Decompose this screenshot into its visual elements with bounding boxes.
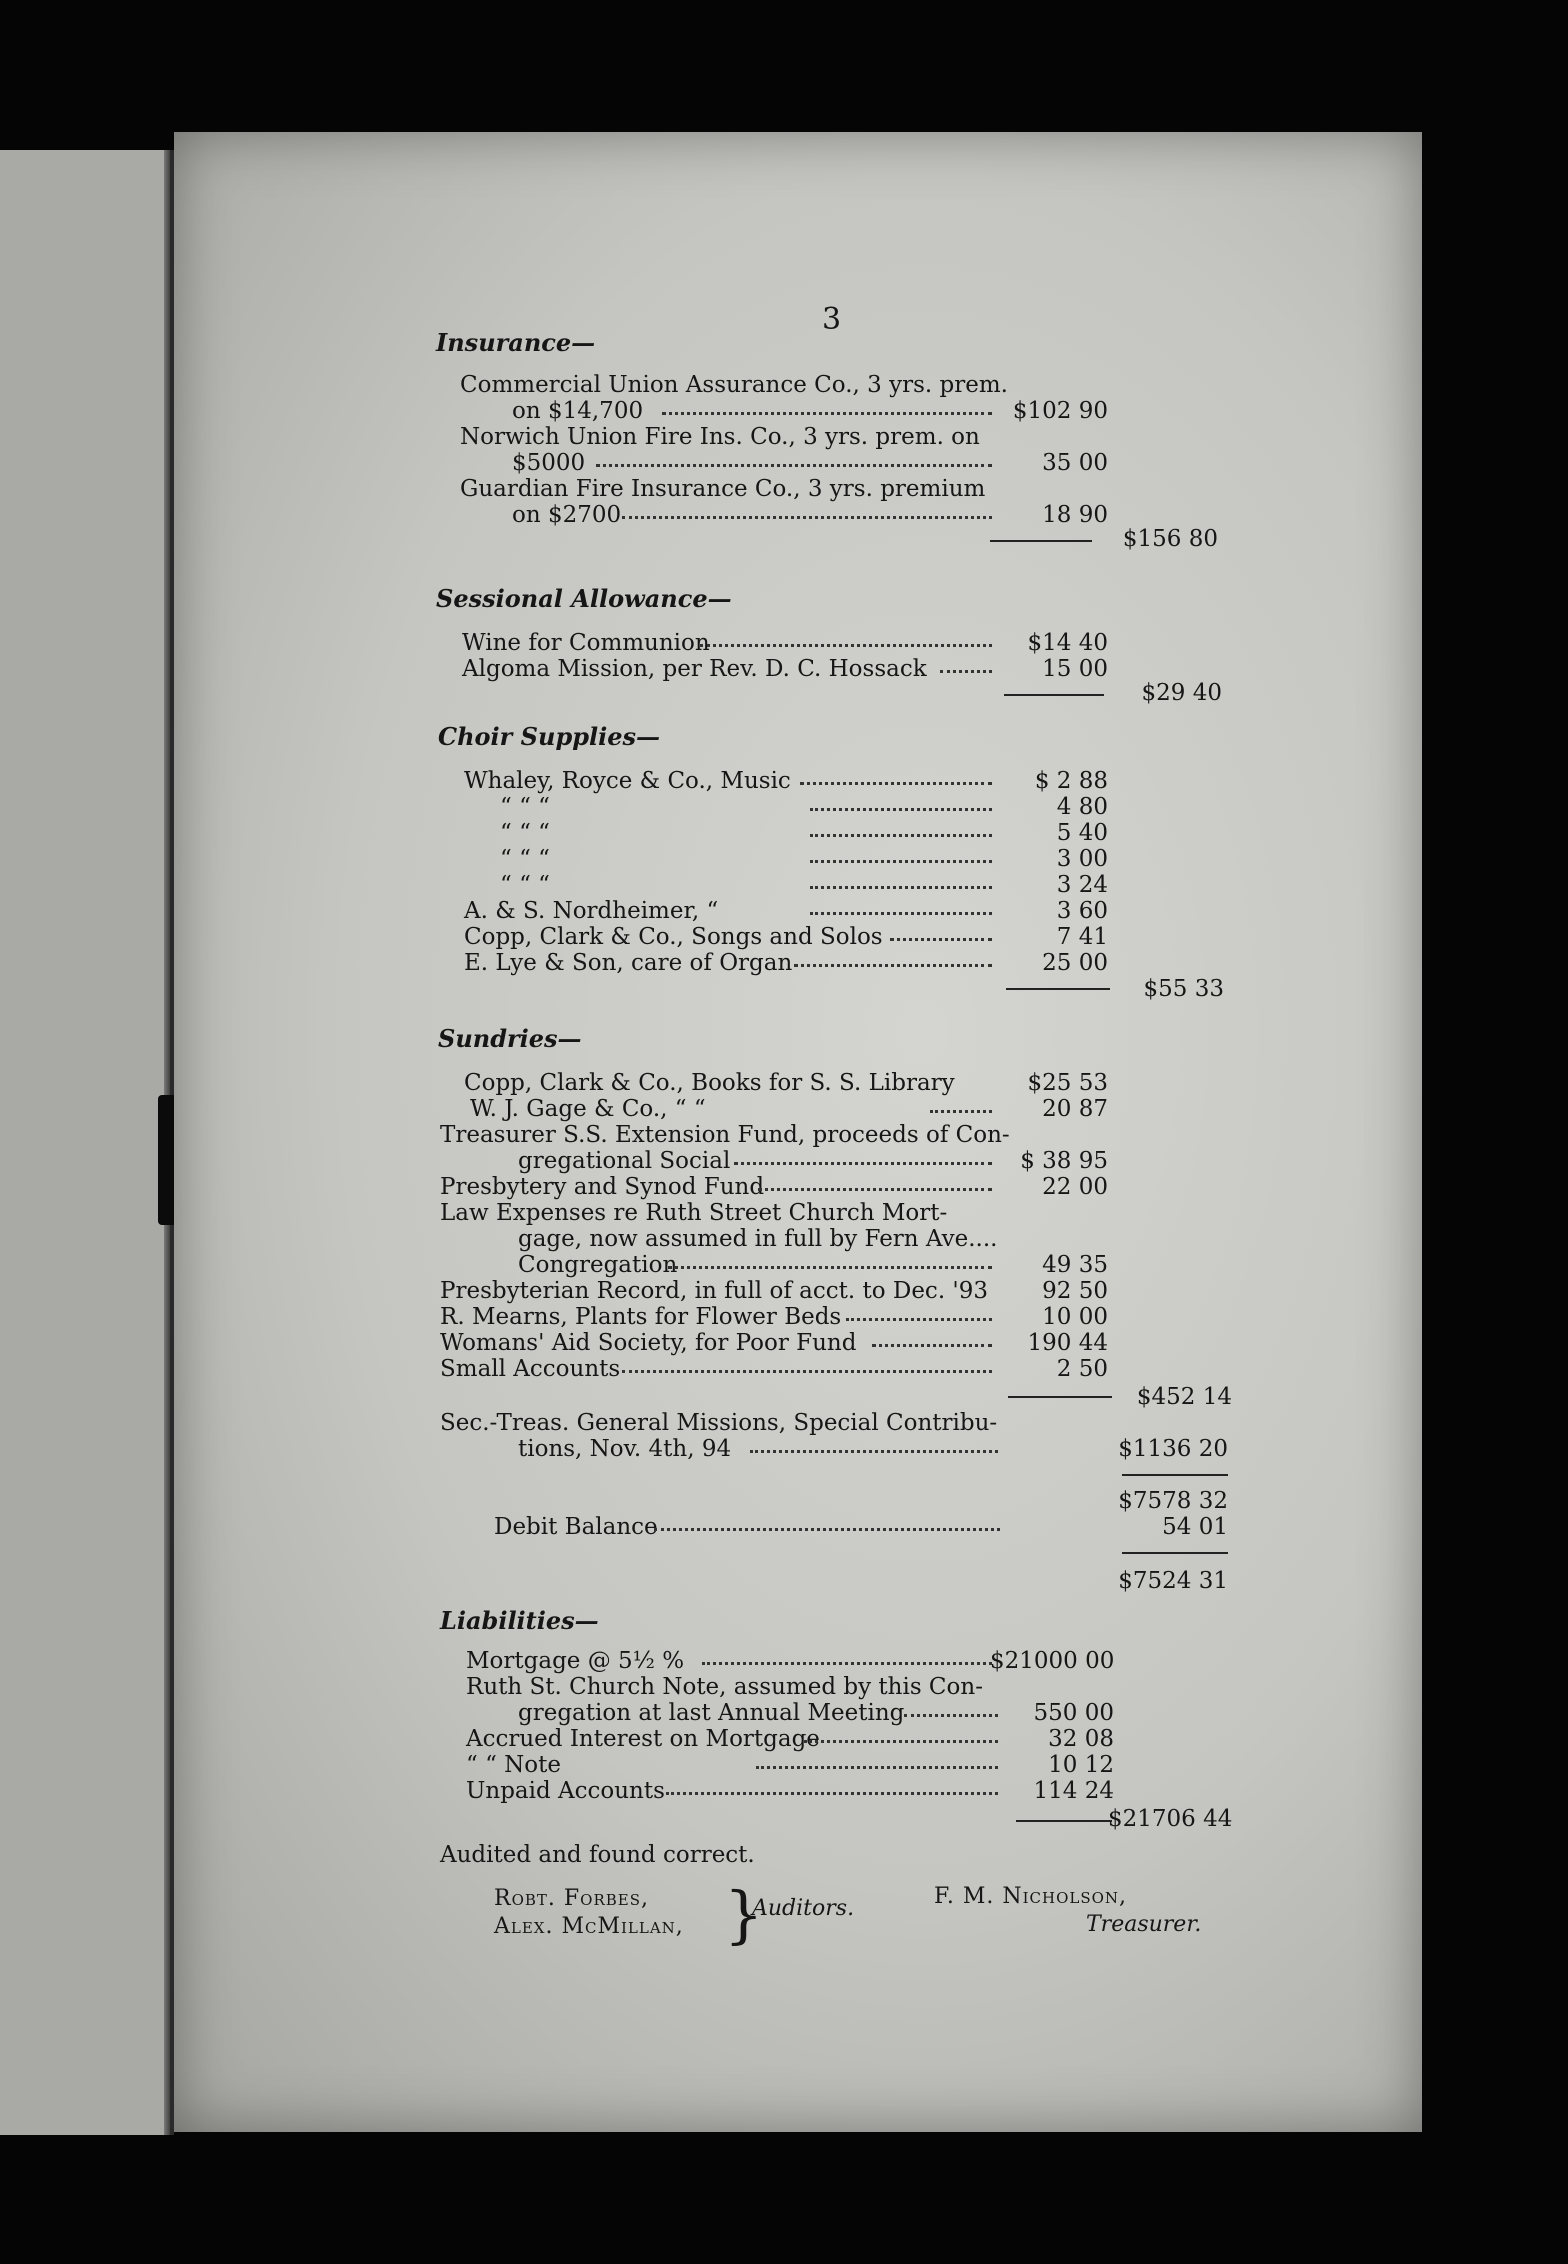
amount: 114 24 — [1033, 1778, 1114, 1804]
dot-leader — [846, 1318, 992, 1321]
sum-total: $7578 32 — [1118, 1488, 1228, 1514]
entry-nordheimer — [464, 898, 992, 924]
dot-leader — [622, 1370, 992, 1373]
subtotal-rule — [1008, 1396, 1112, 1398]
amount: $ 38 95 — [1020, 1148, 1108, 1174]
entry-text: E. Lye & Son, care of Organ — [464, 950, 793, 976]
amount: 5 40 — [1056, 820, 1108, 846]
entry-wine-communion — [462, 630, 992, 656]
entry-ditto — [500, 820, 992, 846]
section-total-insurance: $156 80 — [1122, 526, 1218, 552]
page-number: 3 — [822, 302, 842, 337]
entry-text: “ “ Note — [466, 1752, 561, 1778]
entry-interest-note — [466, 1752, 998, 1778]
section-total-sundries: $452 14 — [1136, 1384, 1232, 1410]
amount: 18 90 — [1042, 502, 1108, 528]
entry-copp-clark-books — [464, 1070, 992, 1096]
dot-leader — [800, 782, 992, 785]
amount: 15 00 — [1042, 656, 1108, 682]
entry-whaley-royce — [464, 768, 992, 794]
amount: 10 00 — [1042, 1304, 1108, 1330]
entry-law-expenses — [440, 1200, 1000, 1226]
entry-text: “ “ “ — [500, 794, 550, 820]
entry-text: Copp, Clark & Co., Songs and Solos — [464, 924, 883, 950]
entry-text: gregational Social — [518, 1148, 731, 1174]
dot-leader — [930, 1110, 992, 1113]
entry-continuation — [518, 1148, 992, 1174]
dot-leader — [794, 964, 992, 967]
dot-leader — [750, 1450, 998, 1453]
amount: 3 24 — [1056, 872, 1108, 898]
amount: 49 35 — [1042, 1252, 1108, 1278]
entry-text: Treasurer S.S. Extension Fund, proceeds of Con- — [440, 1122, 1010, 1148]
entry-mortgage — [466, 1648, 996, 1674]
section-heading-insurance: Insurance— — [436, 328, 596, 357]
section-heading-choir: Choir Supplies— — [438, 722, 661, 751]
section-heading-sessional: Sessional Allowance— — [436, 584, 732, 613]
amount: $ 2 88 — [1034, 768, 1108, 794]
entry-text: Accrued Interest on Mortgage — [466, 1726, 820, 1752]
subtotal-rule — [1006, 988, 1110, 990]
grand-total: $7524 31 — [1118, 1568, 1228, 1594]
entry-text: Presbyterian Record, in full of acct. to Dec. '93 — [440, 1278, 989, 1304]
entry-text: Norwich Union Fire Ins. Co., 3 yrs. prem. on — [460, 424, 980, 450]
total-rule — [1122, 1474, 1228, 1476]
dot-leader — [702, 1662, 992, 1665]
entry-text: W. J. Gage & Co., “ “ — [470, 1096, 706, 1122]
entry-text: Commercial Union Assurance Co., 3 yrs. prem. — [460, 372, 1008, 398]
section-heading-liabilities: Liabilities— — [440, 1606, 599, 1635]
entry-continuation — [512, 450, 992, 476]
entry-text: “ “ “ — [500, 820, 550, 846]
dot-leader — [804, 1740, 998, 1743]
entry-text: on $2700 — [512, 502, 622, 528]
dot-leader — [904, 1714, 998, 1717]
entry-text: “ “ “ — [500, 872, 550, 898]
entry-text: gregation at last Annual Meeting — [518, 1700, 905, 1726]
brace-mark: } — [724, 1878, 764, 1951]
dot-leader — [666, 1792, 998, 1795]
dot-leader — [734, 1162, 992, 1165]
entry-lye-son — [464, 950, 992, 976]
facing-page — [0, 150, 168, 2135]
liabilities-total: $21706 44 — [1108, 1806, 1233, 1832]
entry-text: $5000 — [512, 450, 586, 476]
dot-leader — [810, 912, 992, 915]
entry-guardian-fire — [460, 476, 990, 502]
section-total-choir: $55 33 — [1143, 976, 1224, 1002]
entry-ditto — [500, 846, 992, 872]
entry-unpaid-accounts — [466, 1778, 998, 1804]
entry-text: Algoma Mission, per Rev. D. C. Hossack — [462, 656, 927, 682]
subtotal-rule — [1016, 1820, 1112, 1822]
entry-text: Wine for Communion — [462, 630, 710, 656]
amount: 3 60 — [1056, 898, 1108, 924]
dot-leader — [810, 886, 992, 889]
dot-leader — [668, 1266, 992, 1269]
debit-amount: 54 01 — [1162, 1514, 1228, 1540]
dot-leader — [596, 464, 992, 467]
entry-text: gage, now assumed in full by Fern Ave.... — [518, 1226, 998, 1252]
auditors-label: Auditors. — [752, 1896, 855, 1921]
entry-text: A. & S. Nordheimer, “ — [464, 898, 719, 924]
amount: $102 90 — [1012, 398, 1108, 424]
entry-small-accounts — [440, 1356, 992, 1382]
dot-leader — [810, 860, 992, 863]
entry-text: Sec.-Treas. General Missions, Special Contribu- — [440, 1410, 998, 1436]
amount: 3 00 — [1056, 846, 1108, 872]
amount: 550 00 — [1033, 1700, 1114, 1726]
section-total-sessional: $29 40 — [1141, 680, 1222, 706]
dot-leader — [700, 644, 992, 647]
amount: 4 80 — [1056, 794, 1108, 820]
entry-copp-clark-songs — [464, 924, 992, 950]
entry-accrued-interest — [466, 1726, 998, 1752]
entry-algoma-mission — [462, 656, 992, 682]
subtotal-rule — [990, 540, 1092, 542]
amount: $25 53 — [1027, 1070, 1108, 1096]
entry-continuation — [518, 1436, 998, 1462]
entry-continuation — [518, 1700, 998, 1726]
dot-leader — [756, 1766, 998, 1769]
amount: 190 44 — [1027, 1330, 1108, 1356]
amount: $14 40 — [1027, 630, 1108, 656]
entry-text: Congregation — [518, 1252, 678, 1278]
entry-text: Presbytery and Synod Fund — [440, 1174, 765, 1200]
entry-text: Small Accounts — [440, 1356, 621, 1382]
entry-presbytery-synod — [440, 1174, 992, 1200]
amount: 92 50 — [1042, 1278, 1108, 1304]
entry-text: Guardian Fire Insurance Co., 3 yrs. premium — [460, 476, 986, 502]
dot-leader — [890, 938, 992, 941]
dot-leader — [810, 834, 992, 837]
auditor-name: Alex. McMillan, — [494, 1914, 684, 1939]
subtotal-rule — [1004, 694, 1104, 696]
dot-leader — [810, 808, 992, 811]
entry-text: Whaley, Royce & Co., Music — [464, 768, 791, 794]
dot-leader — [662, 412, 992, 415]
entry-ss-extension — [440, 1122, 1010, 1148]
amount: 2 50 — [1056, 1356, 1108, 1382]
entry-general-missions — [440, 1410, 1020, 1436]
entry-text: Law Expenses re Ruth Street Church Mort- — [440, 1200, 948, 1226]
entry-ruth-st-note — [466, 1674, 1026, 1700]
entry-continuation — [518, 1226, 998, 1252]
entry-presbyterian-record — [440, 1278, 1000, 1304]
entry-text: “ “ “ — [500, 846, 550, 872]
entry-text: tions, Nov. 4th, 94 — [518, 1436, 732, 1462]
amount: 22 00 — [1042, 1174, 1108, 1200]
entry-continuation — [512, 398, 992, 424]
entry-mearns-plants — [440, 1304, 992, 1330]
entry-womans-aid — [440, 1330, 992, 1356]
amount: 25 00 — [1042, 950, 1108, 976]
section-heading-sundries: Sundries— — [438, 1024, 582, 1053]
dot-leader — [654, 1528, 1000, 1531]
amount: 35 00 — [1042, 450, 1108, 476]
audit-statement: Audited and found correct. — [440, 1842, 755, 1868]
entry-text: Mortgage @ 5½ % — [466, 1648, 685, 1674]
amount: 7 41 — [1056, 924, 1108, 950]
entry-continuation — [518, 1252, 992, 1278]
entry-text: Copp, Clark & Co., Books for S. S. Library — [464, 1070, 955, 1096]
entry-ditto — [500, 794, 992, 820]
treasurer-name: F. M. Nicholson, — [934, 1884, 1128, 1909]
dot-leader — [872, 1344, 992, 1347]
treasurer-title: Treasurer. — [1086, 1912, 1202, 1937]
total-rule — [1122, 1552, 1228, 1554]
dot-leader — [940, 670, 992, 673]
entry-continuation — [512, 502, 992, 528]
entry-debit-balance — [494, 1514, 1000, 1540]
amount: 20 87 — [1042, 1096, 1108, 1122]
amount: 32 08 — [1048, 1726, 1114, 1752]
dot-leader — [622, 516, 992, 519]
auditor-name: Robt. Forbes, — [494, 1886, 649, 1911]
dot-leader — [758, 1188, 992, 1191]
entry-ditto — [500, 872, 992, 898]
entry-text: R. Mearns, Plants for Flower Beds — [440, 1304, 842, 1330]
entry-gage — [470, 1096, 992, 1122]
entry-text: Womans' Aid Society, for Poor Fund — [440, 1330, 857, 1356]
entry-norwich-union — [460, 424, 990, 450]
entry-text: Unpaid Accounts — [466, 1778, 665, 1804]
missions-total: $1136 20 — [1118, 1436, 1228, 1462]
amount: 10 12 — [1048, 1752, 1114, 1778]
amount: $21000 00 — [990, 1648, 1115, 1674]
entry-commercial-union — [460, 372, 1008, 398]
entry-text: Ruth St. Church Note, assumed by this Con- — [466, 1674, 983, 1700]
entry-text: on $14,700 — [512, 398, 644, 424]
entry-text: Debit Balance — [494, 1514, 658, 1540]
